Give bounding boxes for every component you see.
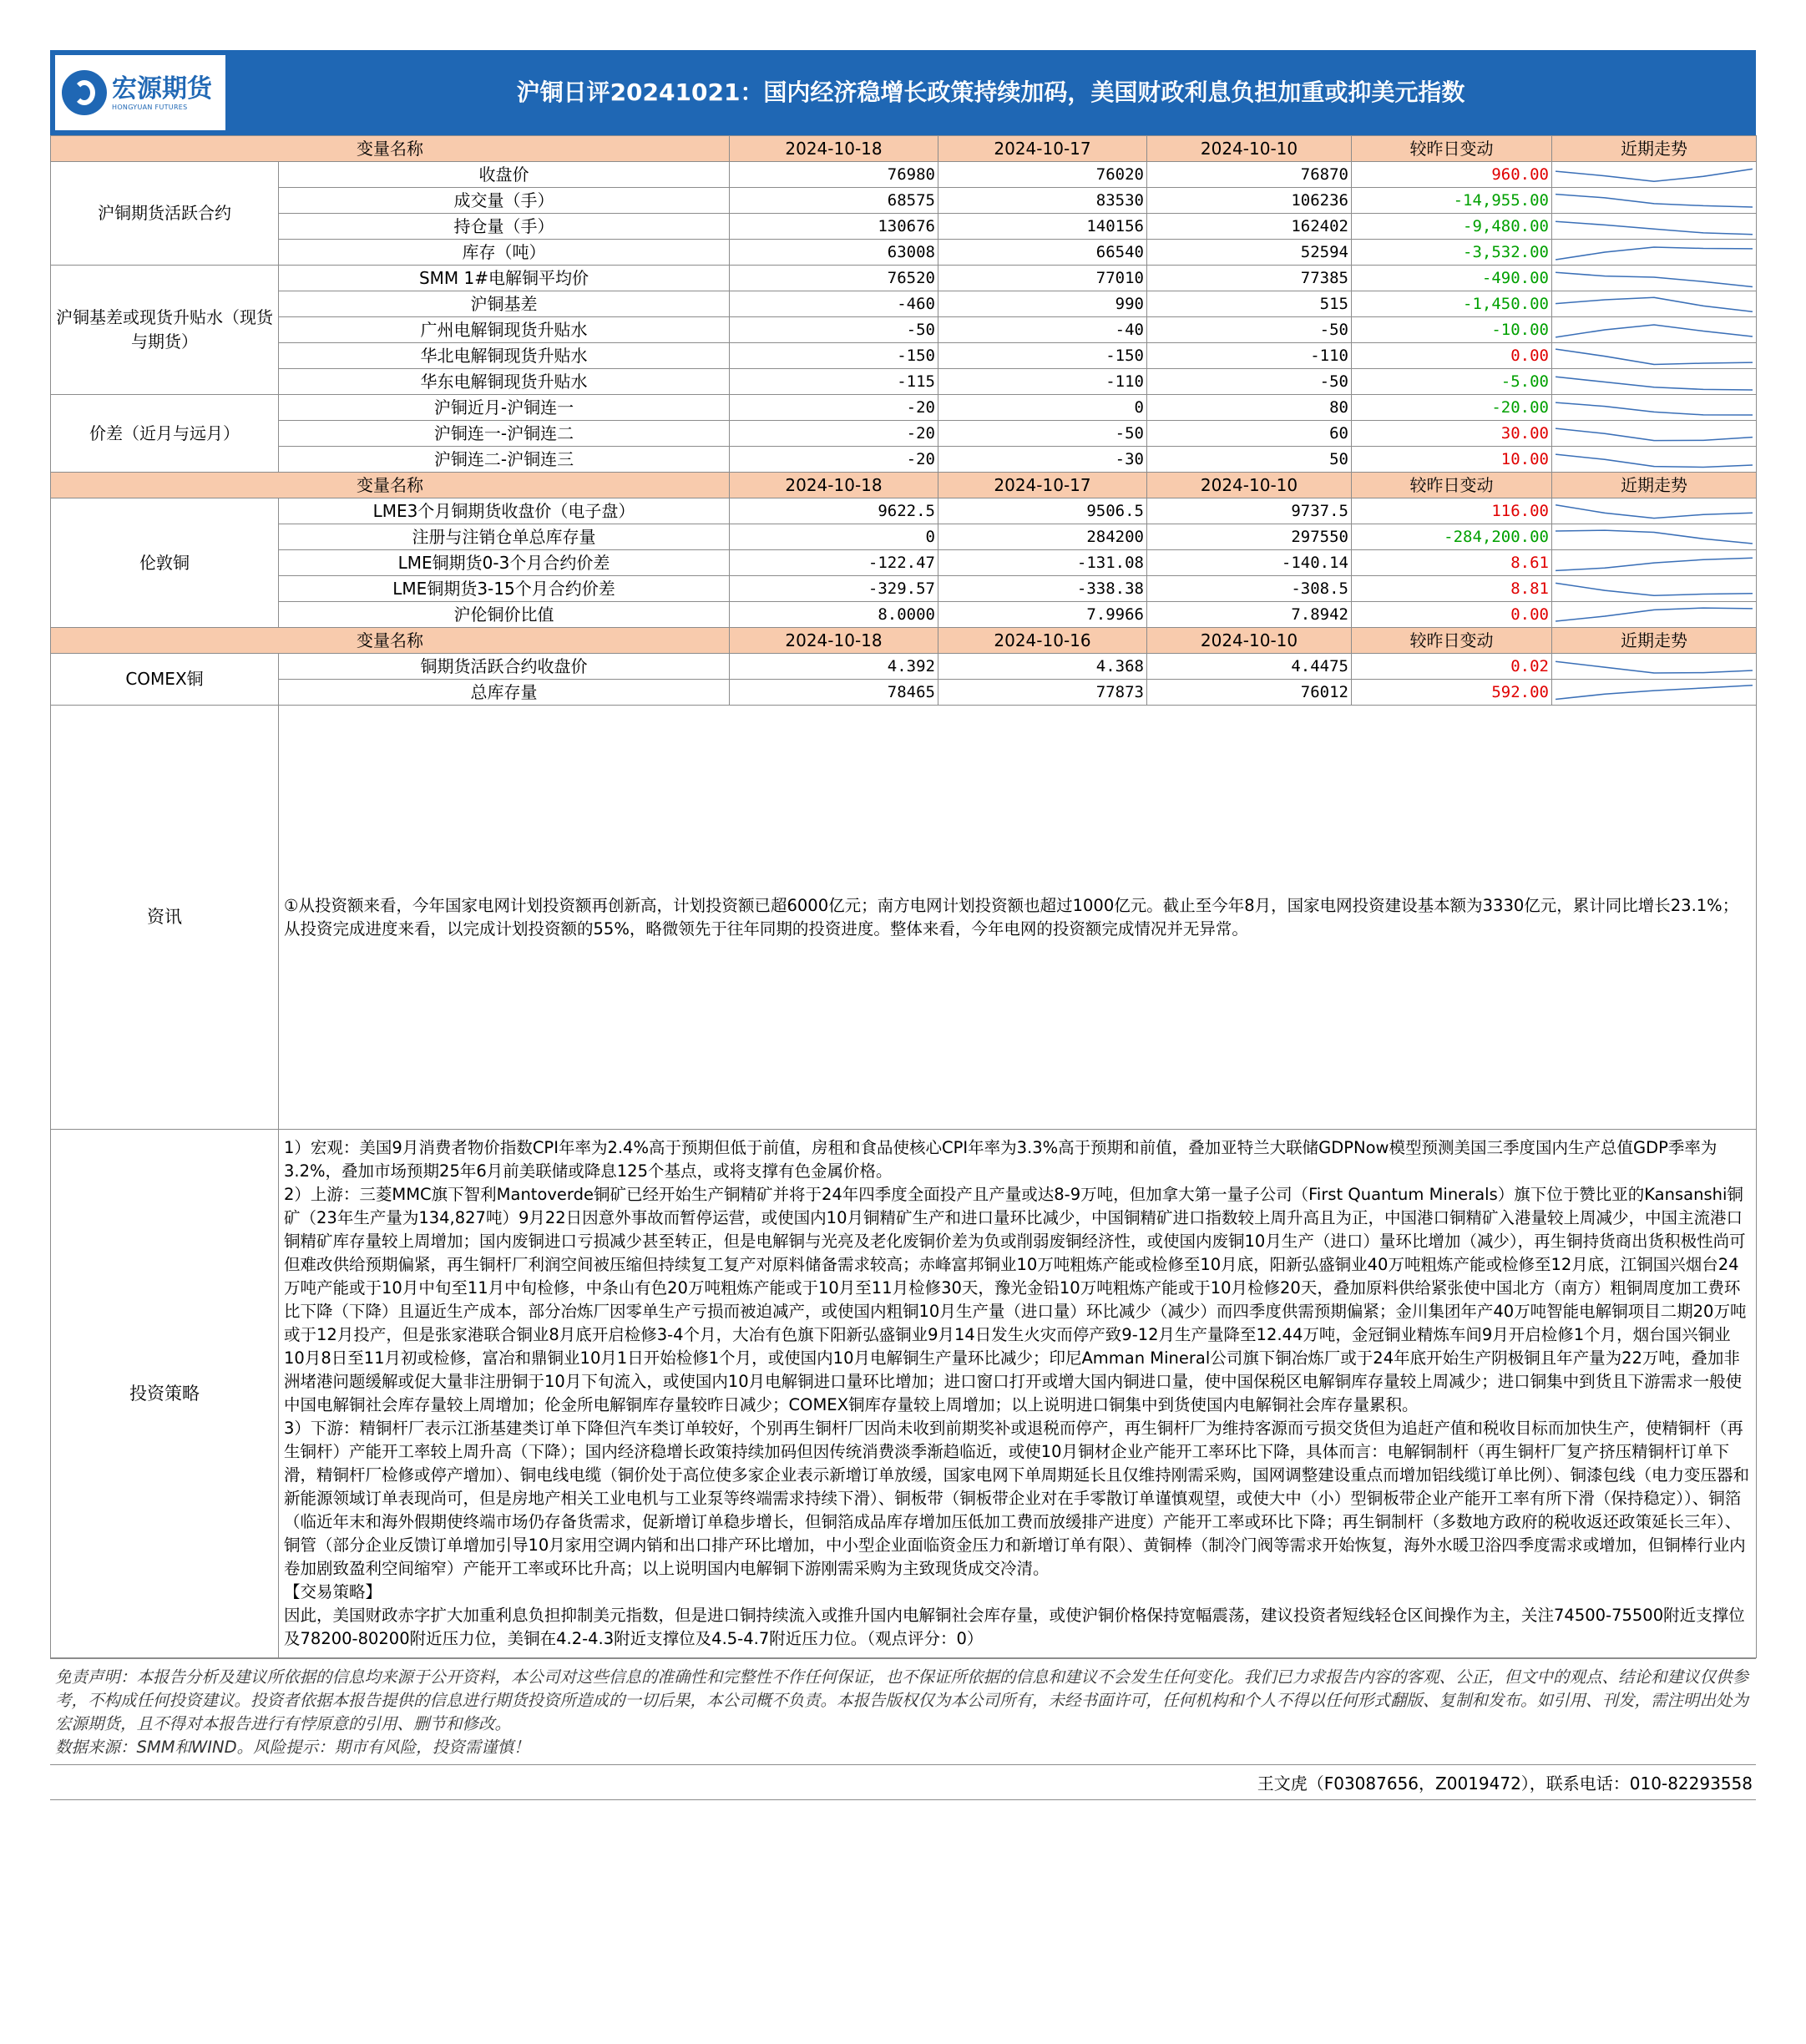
table-row [51, 524, 1757, 550]
col-header: 较昨日变动 [1352, 628, 1552, 654]
sparkline-line [1556, 428, 1753, 441]
change-cell: -9,480.00 [1352, 214, 1552, 240]
trend-sparkline [1556, 527, 1753, 548]
table-row [51, 395, 1757, 421]
news-text: ①从投资额来看，今年国家电网计划投资额再创新高，计划投资额已超6000亿元；南方电网计划投资额也超过1000亿元。截止至今年8月，国家电网投资建设基本额为3330亿元，累计同比增长23.1%；从投资完成进度来看，以完成计划投资额的55%，略微领先于往年同期的投资进度。整体来看，今年电网的投资额完成情况并无异常。 [279, 706, 1757, 1130]
sparkline-line [1556, 272, 1753, 286]
change-cell: 30.00 [1352, 421, 1552, 447]
change-cell: 0.00 [1352, 602, 1552, 628]
report-header [50, 50, 1756, 135]
value-cell: 68575 [730, 188, 938, 214]
analyst-contact: 王文虎（F03087656，Z0019472），联系电话：010-82293558 [50, 1765, 1756, 1800]
col-header: 近期走势 [1552, 136, 1757, 162]
section-header-row [51, 628, 1757, 654]
company-logo [55, 55, 225, 130]
trend-sparkline [1556, 346, 1753, 367]
trend-cell [1552, 654, 1757, 680]
data-table [50, 135, 1757, 1658]
variable-name: 成交量（手） [279, 188, 730, 214]
variable-name: 铜期货活跃合约收盘价 [279, 654, 730, 680]
strategy-paragraph: 2）上游：三菱MMC旗下智利Mantoverde铜矿已经开始生产铜精矿并将于24年四季度全面投产且产量或达8-9万吨，但加拿大第一量子公司（First Quantum Minerals）旗下位于赞比亚的Kansanshi铜矿（23年生产量为134,827吨）9月22日因意外事故而暂停运营，或使国内10月铜精矿生产和进口量环比减少，中国铜精矿进口指数较上周升高且为正，中国港口铜精矿入港量较上周减少，中国主流港口铜精矿库存量较上周增加；国内废铜进口亏损减少甚至转正，但是电解铜与光亮及老化废铜价差为负或削弱废铜经济性，或使国内废铜10月生产（进口）量环比增加（减少），再生铜持货商出货积极性尚可但难改供给预期偏紧，再生铜杆厂利润空间被压缩但持续复工复产对原料储备需求较高；赤峰富邦铜业10万吨粗炼产能或检修至10月底，阳新弘盛铜业40万吨粗炼产能或检修至12月底，江铜国兴烟台24万吨产能或于10月中旬至11月中旬检修，中条山有色20万吨粗炼产能或于10月至11月检修30天，豫光金铅10万吨粗炼产能或于10月检修20天，叠加原料供给紧张使中国北方（南方）粗铜周度加工费环比下降（下降）且逼近生产成本，部分冶炼厂因零单生产亏损而被迫减产，或使国内粗铜10月生产量（进口量）环比减少（减少）而四季度供需预期偏紧；金川集团年产40万吨智能电解铜项目二期20万吨或于12月投产，但是张家港联合铜业8月底开启检修3-4个月，大冶有色旗下阳新弘盛铜业9月14日发生火灾而停产致9-12月生产量降至12.44万吨，金冠铜业精炼车间9月开启检修1个月，烟台国兴铜业10月8日至11月初或检修，富冶和鼎铜业10月1日开始检修1个月，或使国内10月电解铜生产量环比减少；印尼Amman Mineral公司旗下铜冶炼厂或于24年底开始生产阴极铜且年产量为22万吨，叠加非洲堵港问题缓解或促大量非注册铜于10月下旬流入，或使国内10月电解铜进口量环比增加；进口窗口打开或增大国内铜进口量，使中国保税区电解铜库存量较上周减少；进口铜集中到货且下游需求一般使中国电解铜社会库存量较上周增加；伦金所电解铜库存量较昨日减少；COMEX铜库存量较上周增加；以上说明进口铜集中到货使国内电解铜社会库存量累积。 [284, 1185, 1747, 1414]
change-cell: 8.81 [1352, 576, 1552, 602]
trend-sparkline [1556, 423, 1753, 444]
disclaimer-text: 免责声明：本报告分析及建议所依据的信息均来源于公开资料，本公司对这些信息的准确性和完整性不作任何保证，也不保证所依据的信息和建议不会发生任何变化。我们已力求报告内容的客观、公正，但文中的观点、结论和建议仅供参考，不构成任何投资建议。投资者依据本报告提供的信息进行期货投资所造成的一切后果，本公司概不负责。本报告版权仅为本公司所有，未经书面许可，任何机构和个人不得以任何形式翻版、复制和发布。如引用、刊发，需注明出处为宏源期货，且不得对本报告进行有悖原意的引用、删节和修改。 [55, 1667, 1749, 1733]
trend-sparkline [1556, 605, 1753, 625]
trend-sparkline [1556, 656, 1753, 677]
change-cell: 0.02 [1352, 654, 1552, 680]
value-cell: 140156 [938, 214, 1147, 240]
variable-name: SMM 1#电解铜平均价 [279, 266, 730, 291]
col-header: 2024-10-17 [938, 473, 1147, 498]
value-cell: -338.38 [938, 576, 1147, 602]
table-row [51, 317, 1757, 343]
value-cell: -30 [938, 447, 1147, 473]
trend-sparkline [1556, 268, 1753, 289]
col-header: 变量名称 [51, 473, 730, 498]
table-row [51, 680, 1757, 706]
trend-sparkline [1556, 190, 1753, 211]
variable-name: 广州电解铜现货升贴水 [279, 317, 730, 343]
table-row [51, 266, 1757, 291]
table-row [51, 343, 1757, 369]
trend-cell [1552, 524, 1757, 550]
value-cell: 76020 [938, 162, 1147, 188]
table-row [51, 550, 1757, 576]
sparkline-line [1556, 685, 1753, 699]
value-cell: 80 [1147, 395, 1352, 421]
value-cell: -150 [938, 343, 1147, 369]
value-cell: 515 [1147, 291, 1352, 317]
variable-name: 注册与注销仓单总库存量 [279, 524, 730, 550]
variable-name: LME3个月铜期货收盘价（电子盘） [279, 498, 730, 524]
variable-name: 总库存量 [279, 680, 730, 706]
value-cell: 4.368 [938, 654, 1147, 680]
group-label: COMEX铜 [51, 654, 279, 706]
trend-cell [1552, 214, 1757, 240]
change-cell: 0.00 [1352, 343, 1552, 369]
value-cell: 77385 [1147, 266, 1352, 291]
value-cell: 990 [938, 291, 1147, 317]
trend-sparkline [1556, 682, 1753, 703]
value-cell: 83530 [938, 188, 1147, 214]
value-cell: 284200 [938, 524, 1147, 550]
value-cell: 63008 [730, 240, 938, 266]
table-row [51, 369, 1757, 395]
sparkline-line [1556, 402, 1753, 415]
trend-sparkline [1556, 397, 1753, 418]
col-header: 近期走势 [1552, 628, 1757, 654]
variable-name: 华东电解铜现货升贴水 [279, 369, 730, 395]
value-cell: -110 [938, 369, 1147, 395]
sparkline-line [1556, 325, 1753, 337]
change-cell: -5.00 [1352, 369, 1552, 395]
disclaimer [50, 1658, 1756, 1765]
change-cell: -10.00 [1352, 317, 1552, 343]
trend-cell [1552, 240, 1757, 266]
change-cell: 960.00 [1352, 162, 1552, 188]
col-header: 2024-10-18 [730, 136, 938, 162]
col-header: 2024-10-16 [938, 628, 1147, 654]
trend-cell [1552, 447, 1757, 473]
value-cell: -50 [730, 317, 938, 343]
data-source: 数据来源：SMM和WIND。风险提示：期市有风险，投资需谨慎！ [55, 1738, 530, 1757]
group-label: 伦敦铜 [51, 498, 279, 628]
sparkline-line [1556, 297, 1753, 311]
value-cell: -110 [1147, 343, 1352, 369]
value-cell: 76870 [1147, 162, 1352, 188]
value-cell: 130676 [730, 214, 938, 240]
col-header: 2024-10-10 [1147, 136, 1352, 162]
value-cell: 66540 [938, 240, 1147, 266]
table-row [51, 576, 1757, 602]
value-cell: 0 [730, 524, 938, 550]
value-cell: -131.08 [938, 550, 1147, 576]
table-row [51, 602, 1757, 628]
trend-cell [1552, 680, 1757, 706]
trend-cell [1552, 550, 1757, 576]
value-cell: -140.14 [1147, 550, 1352, 576]
sparkline-line [1556, 661, 1753, 673]
trend-sparkline [1556, 294, 1753, 315]
trend-cell [1552, 343, 1757, 369]
value-cell: 297550 [1147, 524, 1352, 550]
strategy-row [51, 1130, 1757, 1658]
logo-english-name: HONGYUAN FUTURES [112, 103, 188, 111]
table-row [51, 188, 1757, 214]
table-row [51, 654, 1757, 680]
value-cell: 8.0000 [730, 602, 938, 628]
value-cell: 76520 [730, 266, 938, 291]
col-header: 2024-10-18 [730, 473, 938, 498]
sparkline-line [1556, 247, 1753, 260]
value-cell: 78465 [730, 680, 938, 706]
section-header-row [51, 136, 1757, 162]
table-row [51, 498, 1757, 524]
col-header: 2024-10-17 [938, 136, 1147, 162]
strategy-paragraph: 1）宏观：美国9月消费者物价指数CPI年率为2.4%高于预期但低于前值，房租和食品使核心CPI年率为3.3%高于预期和前值，叠加亚特兰大联储GDPNow模型预测美国三季度国内生产总值GDP季率为3.2%，叠加市场预期25年6月前美联储或降息125个基点，或将支撑有色金属价格。 [284, 1138, 1717, 1181]
value-cell: -308.5 [1147, 576, 1352, 602]
value-cell: 162402 [1147, 214, 1352, 240]
trend-cell [1552, 188, 1757, 214]
trend-cell [1552, 395, 1757, 421]
sparkline-line [1556, 221, 1753, 235]
trend-cell [1552, 498, 1757, 524]
col-header: 近期走势 [1552, 473, 1757, 498]
value-cell: -115 [730, 369, 938, 395]
table-row [51, 421, 1757, 447]
variable-name: 华北电解铜现货升贴水 [279, 343, 730, 369]
logo-name: 宏源期货 [112, 73, 212, 104]
trend-sparkline [1556, 449, 1753, 470]
value-cell: -40 [938, 317, 1147, 343]
value-cell: 77010 [938, 266, 1147, 291]
sparkline-line [1556, 349, 1753, 364]
table-row [51, 240, 1757, 266]
trend-sparkline [1556, 372, 1753, 392]
value-cell: -20 [730, 421, 938, 447]
variable-name: 收盘价 [279, 162, 730, 188]
trend-sparkline [1556, 216, 1753, 237]
group-label: 价差（近月与远月） [51, 395, 279, 473]
col-header: 较昨日变动 [1352, 136, 1552, 162]
trend-cell [1552, 162, 1757, 188]
variable-name: 沪铜连一-沪铜连二 [279, 421, 730, 447]
trend-sparkline [1556, 553, 1753, 574]
value-cell: -50 [1147, 317, 1352, 343]
change-cell: -20.00 [1352, 395, 1552, 421]
change-cell: -1,450.00 [1352, 291, 1552, 317]
trend-sparkline [1556, 242, 1753, 263]
trend-cell [1552, 369, 1757, 395]
change-cell: 116.00 [1352, 498, 1552, 524]
group-label: 沪铜基差或现货升贴水（现货与期货） [51, 266, 279, 395]
sparkline-line [1556, 504, 1753, 518]
strategy-paragraph: 因此，美国财政赤字扩大加重利息负担抑制美元指数，但是进口铜持续流入或推升国内电解铜社会库存量，或使沪铜价格保持宽幅震荡，建议投资者短线轻仓区间操作为主，关注74500-75500附近支撑位及78200-80200附近压力位，美铜在4.2-4.3附近支撑位及4.5-4.7附近压力位。（观点评分：0） [284, 1606, 1745, 1648]
table-row [51, 214, 1757, 240]
value-cell: 9737.5 [1147, 498, 1352, 524]
trend-sparkline [1556, 164, 1753, 185]
value-cell: -50 [1147, 369, 1352, 395]
variable-name: LME铜期货0-3个月合约价差 [279, 550, 730, 576]
change-cell: 8.61 [1352, 550, 1552, 576]
group-label: 沪铜期货活跃合约 [51, 162, 279, 266]
value-cell: 76980 [730, 162, 938, 188]
sparkline-line [1556, 169, 1753, 181]
trend-cell [1552, 317, 1757, 343]
sparkline-line [1556, 558, 1753, 570]
value-cell: 60 [1147, 421, 1352, 447]
variable-name: 沪伦铜价比值 [279, 602, 730, 628]
trend-cell [1552, 266, 1757, 291]
value-cell: 9622.5 [730, 498, 938, 524]
value-cell: -20 [730, 395, 938, 421]
change-cell: -14,955.00 [1352, 188, 1552, 214]
value-cell: 76012 [1147, 680, 1352, 706]
value-cell: -150 [730, 343, 938, 369]
change-cell: 10.00 [1352, 447, 1552, 473]
strategy-text [279, 1130, 1757, 1658]
variable-name: 库存（吨） [279, 240, 730, 266]
value-cell: 7.9966 [938, 602, 1147, 628]
col-header: 变量名称 [51, 136, 730, 162]
variable-name: 沪铜连二-沪铜连三 [279, 447, 730, 473]
value-cell: -20 [730, 447, 938, 473]
trend-cell [1552, 602, 1757, 628]
variable-name: LME铜期货3-15个月合约价差 [279, 576, 730, 602]
col-header: 2024-10-18 [730, 628, 938, 654]
table-row [51, 291, 1757, 317]
variable-name: 沪铜近月-沪铜连一 [279, 395, 730, 421]
value-cell: 0 [938, 395, 1147, 421]
logo-icon [62, 70, 107, 115]
col-header: 2024-10-10 [1147, 473, 1352, 498]
value-cell: 106236 [1147, 188, 1352, 214]
sparkline-line [1556, 608, 1753, 621]
strategy-label: 投资策略 [51, 1130, 279, 1658]
sparkline-line [1556, 530, 1753, 544]
col-header: 2024-10-10 [1147, 628, 1352, 654]
change-cell: 592.00 [1352, 680, 1552, 706]
value-cell: -329.57 [730, 576, 938, 602]
col-header: 较昨日变动 [1352, 473, 1552, 498]
value-cell: 9506.5 [938, 498, 1147, 524]
value-cell: -460 [730, 291, 938, 317]
change-cell: -490.00 [1352, 266, 1552, 291]
sparkline-line [1556, 583, 1753, 595]
trend-cell [1552, 291, 1757, 317]
variable-name: 沪铜基差 [279, 291, 730, 317]
value-cell: 4.4475 [1147, 654, 1352, 680]
sparkline-line [1556, 194, 1753, 206]
trend-cell [1552, 576, 1757, 602]
report-sheet [50, 50, 1756, 1800]
value-cell: 7.8942 [1147, 602, 1352, 628]
value-cell: -50 [938, 421, 1147, 447]
report-title: 沪铜日评20241021：国内经济稳增长政策持续加码，美国财政利息负担加重或抑美元指数 [516, 78, 1465, 106]
section-header-row [51, 473, 1757, 498]
trend-sparkline [1556, 320, 1753, 341]
col-header: 变量名称 [51, 628, 730, 654]
trend-sparkline [1556, 579, 1753, 600]
trend-sparkline [1556, 501, 1753, 522]
sparkline-line [1556, 377, 1753, 390]
table-row [51, 447, 1757, 473]
strategy-paragraph: 【交易策略】 [284, 1582, 382, 1601]
strategy-paragraph: 3）下游：精铜杆厂表示江浙基建类订单下降但汽车类订单较好，个别再生铜杆厂因尚未收到前期奖补或退税而停产，再生铜杆厂为维持客源而亏损交货但为追赶产值和税收目标而加快生产，使精铜杆（再生铜杆）产能开工率较上周升高（下降）；国内经济稳增长政策持续加码但因传统消费淡季渐趋临近，或使10月铜材企业产能开工率环比下降，具体而言：电解铜制杆（再生铜杆厂复产挤压精铜杆订单下滑，精铜杆厂检修或停产增加）、铜电线电缆（铜价处于高位使多家企业表示新增订单放缓，国家电网下单周期延长且仅维持刚需采购，国网调整建设重点而增加铝线缆订单比例）、铜漆包线（电力变压器和新能源领域订单表现尚可，但是房地产相关工业电机与工业泵等终端需求持续下滑）、铜板带（铜板带企业对在手零散订单谨慎观望，或使大中（小）型铜板带企业产能开工率有所下滑（保持稳定））、铜箔（临近年末和海外假期使终端市场仍存备货需求，促新增订单稳步增长，但铜箔成品库存增加压低加工费而放缓排产进度）产能开工率或环比下降；再生铜制杆（多数地方政府的税收返还政策延长三年）、铜管（部分企业反馈订单增加引导10月家用空调内销和出口排产环比增加，中小型企业面临资金压力和新增订单有限）、黄铜棒（制冷门阀等需求开始恢复，海外水暖卫浴四季度需求或增加，但铜棒行业内卷加剧致盈利空间缩窄）产能开工率或环比升高；以上说明国内电解铜下游刚需采购为主致现货成交冷清。 [284, 1419, 1750, 1578]
change-cell: -3,532.00 [1352, 240, 1552, 266]
news-row [51, 706, 1757, 1130]
news-label: 资讯 [51, 706, 279, 1130]
sparkline-line [1556, 454, 1753, 467]
change-cell: -284,200.00 [1352, 524, 1552, 550]
table-row [51, 162, 1757, 188]
value-cell: 4.392 [730, 654, 938, 680]
value-cell: 77873 [938, 680, 1147, 706]
trend-cell [1552, 421, 1757, 447]
value-cell: -122.47 [730, 550, 938, 576]
value-cell: 50 [1147, 447, 1352, 473]
value-cell: 52594 [1147, 240, 1352, 266]
variable-name: 持仓量（手） [279, 214, 730, 240]
